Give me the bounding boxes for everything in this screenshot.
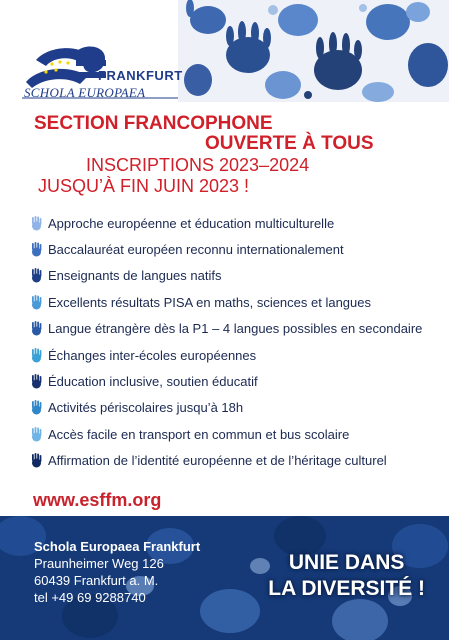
hand-icon (30, 400, 43, 415)
hand-icon (30, 216, 43, 231)
list-item (30, 395, 440, 421)
feature-text: Échanges inter-écoles européennes (48, 347, 257, 363)
headline-registrations: INSCRIPTIONS 2023–2024 (86, 155, 310, 175)
feature-text: Baccalauréat européen reconnu internationalement (48, 242, 344, 258)
school-name: Schola Europaea Frankfurt (34, 539, 201, 554)
feature-text: Activités périscolaires jusqu’à 18h (48, 400, 244, 416)
list-item (30, 342, 440, 368)
website-link[interactable]: www.esffm.org (33, 490, 162, 510)
address-city: 60439 Frankfurt a. M. (34, 573, 159, 588)
feature-text: Affirmation de l’identité européenne et de l’héritage culturel (48, 453, 387, 469)
slogan-line-1: UNIE DANS (288, 551, 405, 574)
feature-text: Enseignants de langues natifs (48, 268, 222, 284)
list-item (30, 421, 440, 447)
school-address (34, 538, 200, 606)
hand-icon (30, 321, 43, 336)
slogan (268, 550, 425, 602)
list-item (30, 263, 440, 289)
headline-open: OUVERTE À TOUS (205, 133, 374, 154)
address-street: Praunheimer Weg 126 (34, 556, 164, 571)
list-item (30, 368, 440, 394)
list-item (30, 316, 440, 342)
list-item (30, 210, 440, 236)
feature-text: Accès facile en transport en commun et bus scolaire (48, 426, 350, 442)
headline-section: SECTION FRANCOPHONE (34, 113, 273, 134)
phone-number: tel +49 69 9288740 (34, 590, 146, 605)
slogan-line-2: LA DIVERSITÉ ! (268, 577, 425, 600)
logo-name-text: SCHOLA EUROPAEA (24, 85, 146, 100)
logo-city-text: FRANKFURT (98, 68, 183, 83)
list-item (30, 448, 440, 474)
hand-icon (30, 242, 43, 257)
hand-icon (30, 453, 43, 468)
hand-icon (30, 295, 43, 310)
feature-list (30, 210, 440, 474)
feature-text: Langue étrangère dès la P1 – 4 langues possibles en secondaire (48, 321, 423, 337)
school-logo (18, 42, 183, 102)
footer-banner (0, 516, 449, 640)
hand-icon (30, 348, 43, 363)
hand-icon (30, 374, 43, 389)
feature-text: Éducation inclusive, soutien éducatif (48, 374, 258, 390)
list-item (30, 236, 440, 262)
hand-print-artwork (178, 0, 449, 102)
hand-icon (30, 268, 43, 283)
hand-icon (30, 427, 43, 442)
feature-text: Excellents résultats PISA en maths, sciences et langues (48, 294, 372, 310)
list-item (30, 289, 440, 315)
feature-text: Approche européenne et éducation multiculturelle (48, 215, 335, 231)
headline-deadline: JUSQU’À FIN JUIN 2023 ! (38, 176, 250, 196)
